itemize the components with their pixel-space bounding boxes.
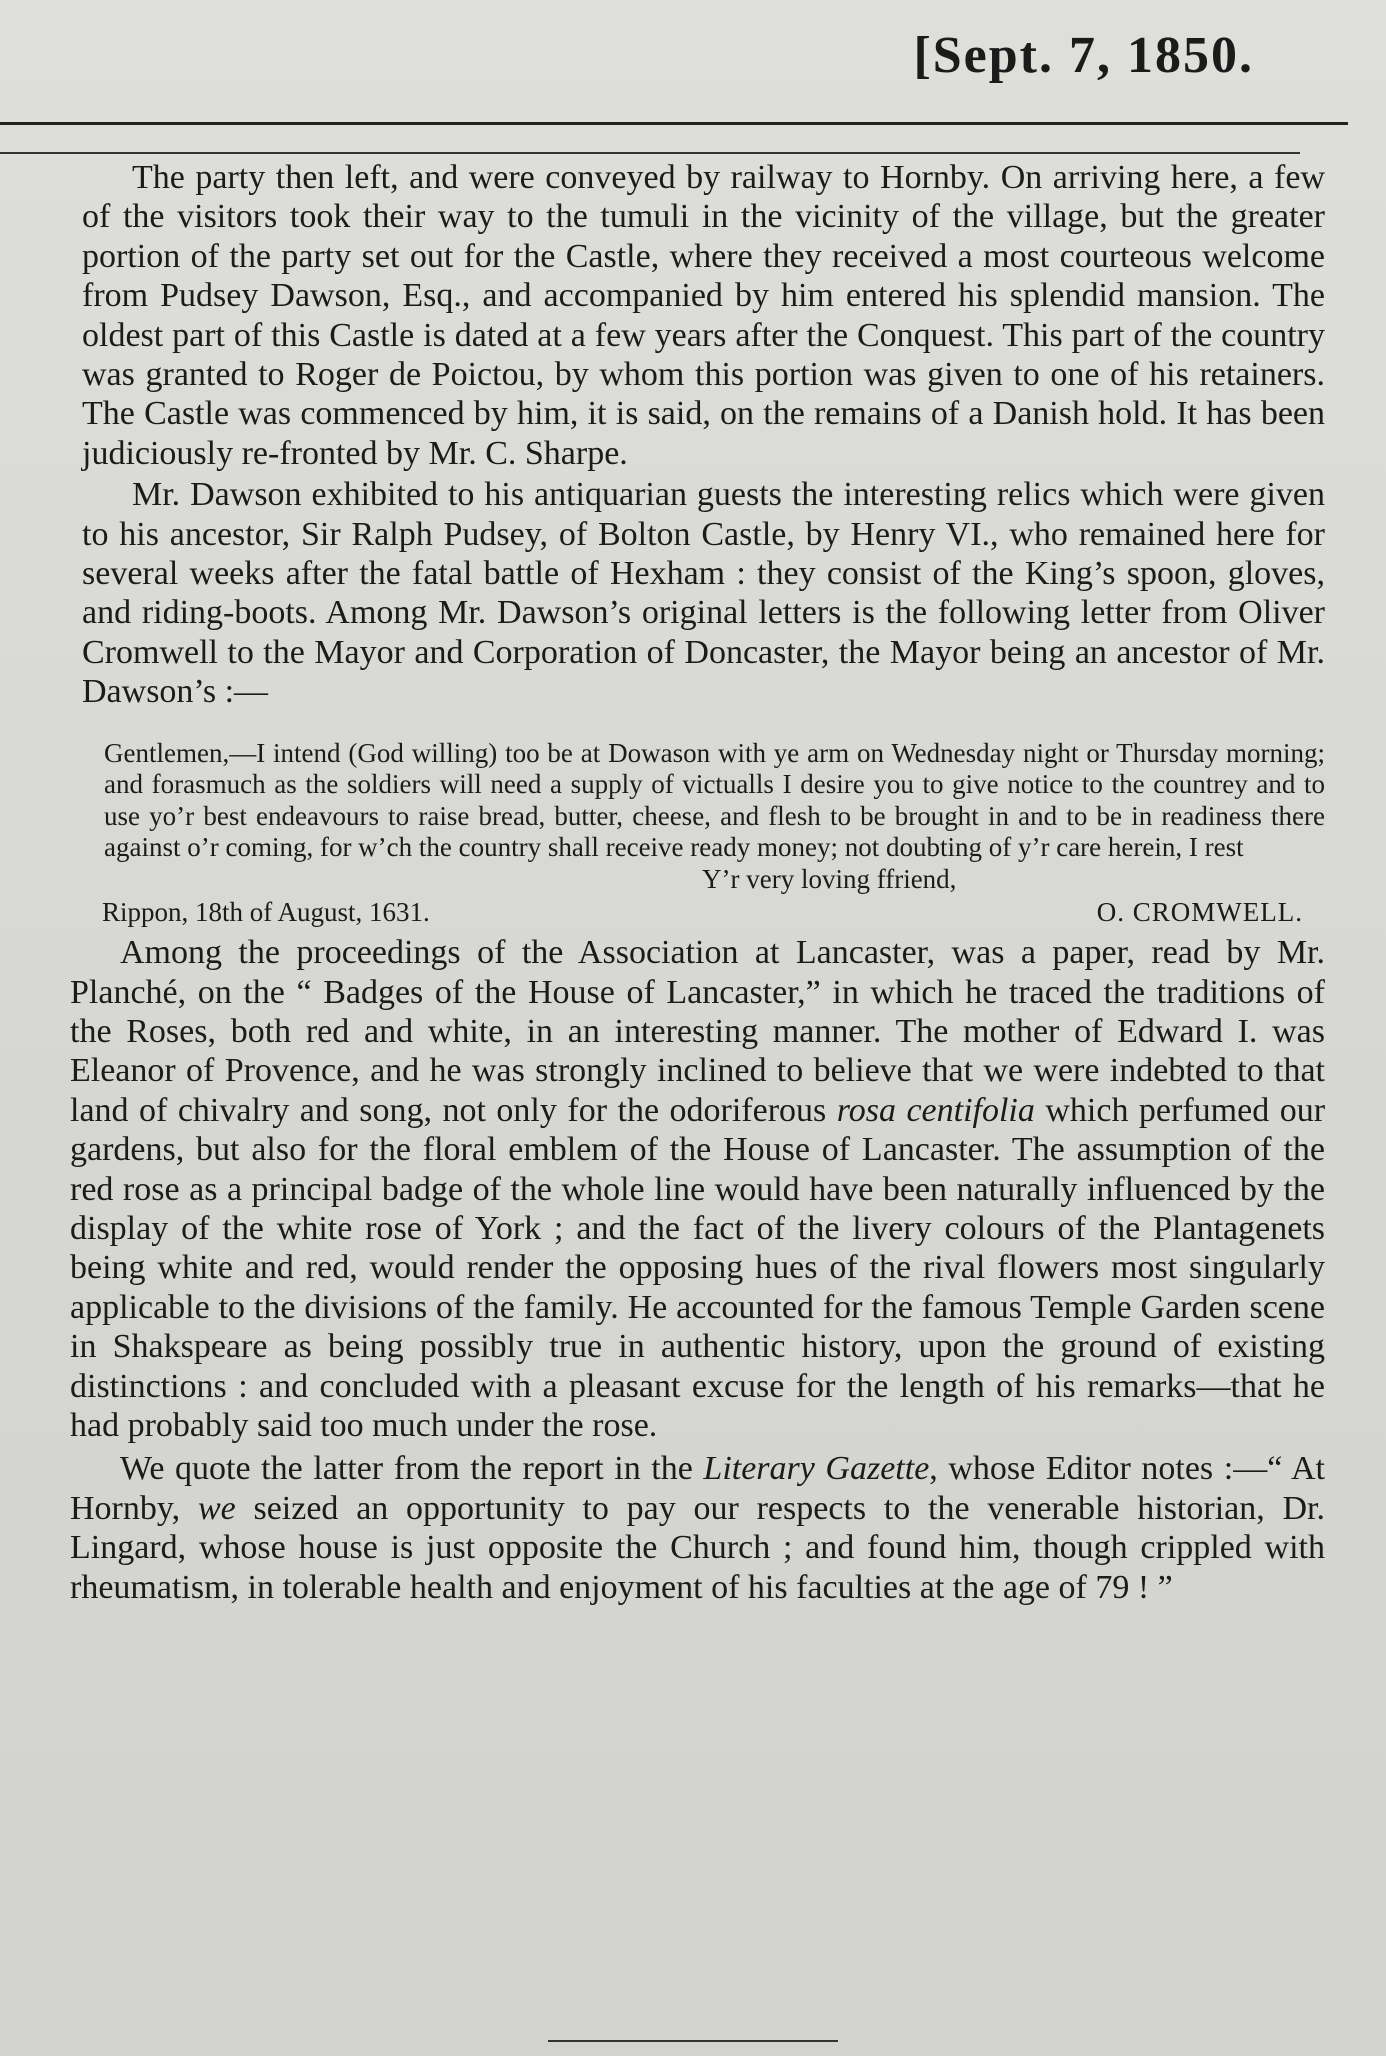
paragraph-gazette-text-b: , whose Editor notes :—“ At Hornby,	[70, 1450, 1325, 1527]
header-rule	[0, 122, 1348, 125]
article-body	[70, 158, 1325, 1607]
paragraph-planche-text-b: which perfumed our gardens, but also for the floral emblem of the House of Lancaster. The assumption of the red rose as a principal badge of the whole line would have been naturally influenced by the display of the white rose of York ; and the fact of the livery colours of the Plantagenets being white and red, would render the opposing hues of the rival flowers most singularly applicable to the divisions of the family. He accounted for the famous Temple Garden scene in Shakspeare as being possibly true in authentic history, upon the ground of existing distinctions : and concluded with a pleasant excuse for the length of his remarks—that he had probably said too much under the rose.	[70, 1091, 1326, 1445]
page-date-header: [Sept. 7, 1850.	[913, 27, 1254, 84]
paragraph-planche-italic: rosa centifolia	[836, 1091, 1035, 1129]
paragraph-literary-gazette	[70, 1449, 1325, 1607]
cromwell-letter	[70, 738, 1325, 930]
header-rule-secondary	[0, 152, 1300, 154]
paragraph-gazette-text-c: seized an opportunity to pay our respects to the venerable historian, Dr. Lingard, whose house is just opposite the Church ; and found him, though crippled with rheumatism, in tolerable health and enjoyment of his faculties at the age of 79 ! ”	[70, 1489, 1325, 1606]
paragraph-planche-text-a: Among the proceedings of the Association at Lancaster, was a paper, read by Mr. Planché, on the “ Badges of the House of Lancaster,” in which he traced the traditions of the Roses, both red and white, in an interesting manner. The mother of Edward I. was Eleanor of Provence, and he was strongly inclined to believe that we were indebted to that land of chivalry and song, not only for the odoriferous	[70, 934, 1325, 1129]
paragraph-planche-badges	[70, 933, 1325, 1445]
paragraph-gazette-text-a: We quote the latter from the report in the	[120, 1450, 704, 1488]
letter-body: Gentlemen,—I intend (God willing) too be at Dowason with ye arm on Wednesday night or Thursday morning; and forasmuch as the soldiers will need a supply of victualls I desire you to give notice to the countrey and to use yo’r best endeavours to raise bread, butter, cheese, and flesh to be brought in and to be in readiness there against o’r coming, for w’ch the country shall receive ready money; not doubting of y’r care herein, I rest	[104, 737, 1325, 863]
paragraph-gazette-italic-title: Literary Gazette	[703, 1450, 930, 1488]
letter-place-date: Rippon, 18th of August, 1631.	[102, 897, 430, 928]
paragraph-gazette-italic-we: we	[197, 1489, 236, 1527]
letter-signature: O. CROMWELL.	[1096, 897, 1303, 928]
footer-rule	[548, 2040, 838, 2042]
letter-closing: Y’r very loving ffriend,	[702, 863, 957, 894]
paragraph-hornby-castle: The party then left, and were conveyed by railway to Hornby. On arriving here, a few of the visitors took their way to the tumuli in the vicinity of the village, but the greater portion of the party set out for the Castle, where they received a most courteous welcome from Pudsey Dawson, Esq., and accompanied by him entered his splendid mansion. The oldest part of this Castle is dated at a few years after the Conquest. This part of the country was granted to Roger de Poictou, by whom this portion was given to one of his retainers. The Castle was commenced by him, it is said, on the remains of a Danish hold. It has been judiciously re-fronted by Mr. C. Sharpe.	[82, 159, 1325, 472]
paragraph-dawson-relics: Mr. Dawson exhibited to his antiquarian guests the interesting relics which were given to his ancestor, Sir Ralph Pudsey, of Bolton Castle, by Henry VI., who remained here for several weeks after the fatal battle of Hexham : they consist of the King’s spoon, gloves, and riding-boots. Among Mr. Dawson’s original letters is the following letter from Oliver Cromwell to the Mayor and Corporation of Doncaster, the Mayor being an ancestor of Mr. Dawson’s :—	[82, 476, 1325, 711]
letter-signature-row	[102, 895, 1303, 929]
